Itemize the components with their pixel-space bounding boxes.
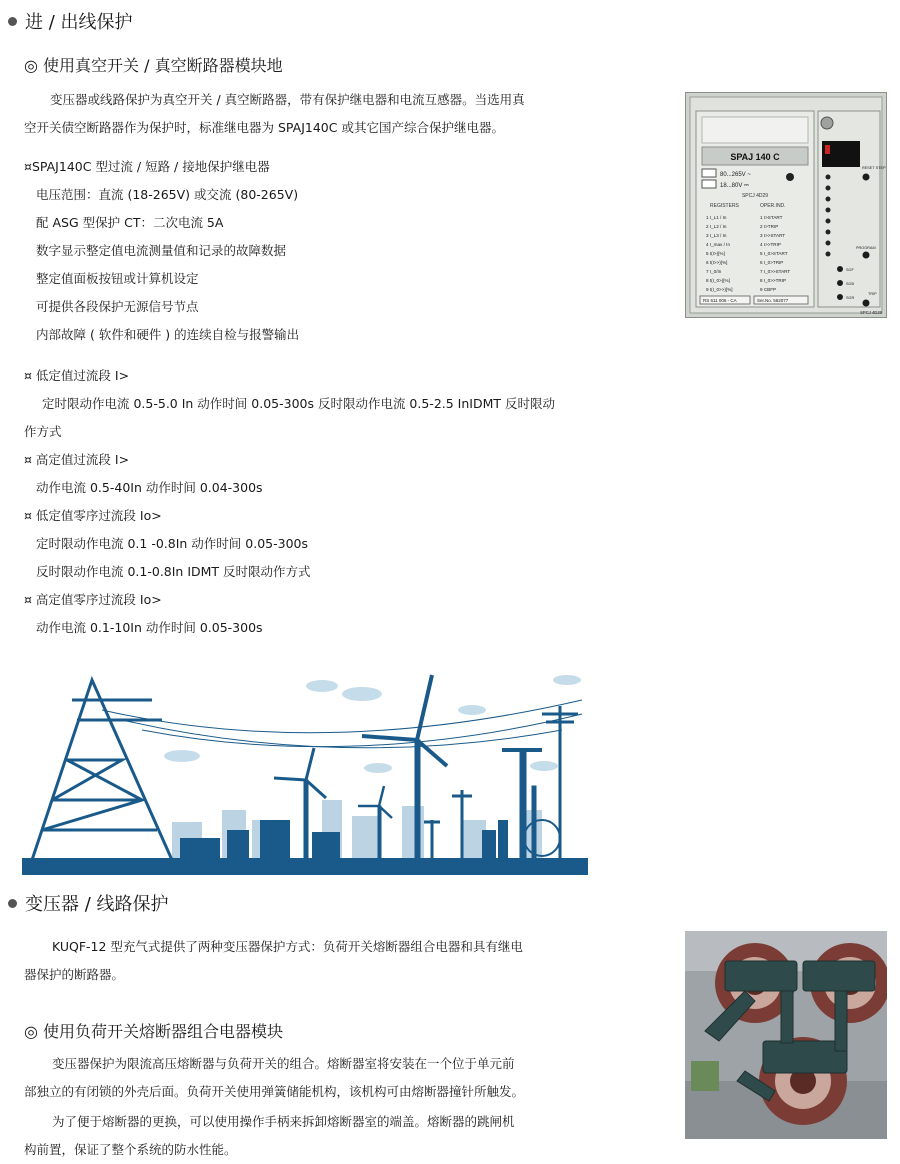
screw-icon xyxy=(821,117,833,129)
paragraph-line: 部独立的有闭锁的外壳后面。负荷开关使用弹簧储能机构，该机构可由熔断器撞针所触发。 xyxy=(24,1084,525,1099)
operind-item: 8 I_0>>TRIP xyxy=(760,278,787,283)
relay-serial: Ser.No. 562077 xyxy=(757,298,789,303)
bullet-dot-icon xyxy=(8,17,17,26)
stage-heading: ¤ 高定值过流段 I> xyxy=(24,452,130,467)
section-title: 变压器 / 线路保护 xyxy=(25,894,169,915)
operind-item: 3 I>>START xyxy=(760,233,786,238)
register-item: 8 t(I_0>)[%] xyxy=(706,278,730,283)
operind-item: 5 I_0>START xyxy=(760,251,788,256)
list-item: 整定值面板按钮或计算机设定 xyxy=(36,271,199,286)
fuse-paragraph-1 xyxy=(24,1050,590,1106)
relay-sgr-label: SGR xyxy=(846,296,855,300)
stage-detail: 定时限动作电流 0.5-5.0 In 动作时间 0.05-300s 反时限动作电流 0.5-2.5 InIDMT 反时限动 xyxy=(42,396,555,411)
section-heading-transformer xyxy=(8,890,169,916)
list-item: 可提供各段保护无源信号节点 xyxy=(36,299,199,314)
subsection-title-vacuum: ◎ 使用真空开关 / 真空断路器模块地 xyxy=(24,56,283,75)
relay-voltage-ac: 80...265V ~ xyxy=(720,172,751,178)
relay-photo xyxy=(685,92,887,318)
relay-footer-right: SPCJ 4D29 xyxy=(860,310,882,315)
operind-item: 7 I_0>>START xyxy=(760,269,791,274)
relay-operind-header: OPER.IND. xyxy=(760,203,786,209)
intro-line-1: KUQF-12 型充气式提供了两种变压器保护方式：负荷开关熔断器组合电器和具有继电 xyxy=(52,939,523,954)
register-item: 7 I_0/In xyxy=(706,269,722,274)
relay-panel-label: SPCJ 4D29 xyxy=(741,193,769,199)
list-item: 内部故障 ( 软件和硬件 ) 的连续自检与报警输出 xyxy=(36,327,300,342)
stage-detail: 动作电流 0.5-40In 动作时间 0.04-300s xyxy=(36,480,263,495)
list-item: 电压范围：直流 (18-265V) 或交流 (80-265V) xyxy=(36,187,299,202)
relay-sgf-label: SGF xyxy=(846,268,854,272)
stage-heading: ¤ 低定值零序过流段 Io> xyxy=(24,508,162,523)
relay-model-label: SPAJ 140 C xyxy=(730,152,780,162)
circuit-board xyxy=(691,1061,719,1091)
protection-stage-list xyxy=(24,362,555,642)
fuse-paragraph-2 xyxy=(24,1108,590,1164)
bullet-dot-icon xyxy=(8,899,17,908)
relay-reset-label: RESET STEP xyxy=(862,166,886,170)
relay-voltage-dc: 18...80V ⎓ xyxy=(720,183,749,189)
intro-line-1: 变压器或线路保护为真空开关 / 真空断路器，带有保护继电器和电流互感器。当选用真 xyxy=(50,92,525,107)
stage-detail: 动作电流 0.1-10In 动作时间 0.05-300s xyxy=(36,620,263,635)
relay-program-label: PROGRAM xyxy=(856,246,876,250)
operind-item: 2 I>TRIP xyxy=(760,224,779,229)
relay-power-led xyxy=(786,173,794,181)
list-item: 配 ASG 型保护 CT：二次电流 5A xyxy=(36,215,224,230)
operind-item: 6 I_0>TRIP xyxy=(760,260,784,265)
register-item: 5 t(I>)[%] xyxy=(706,251,725,256)
ground-strip xyxy=(22,858,588,875)
operind-item: 1 I>START xyxy=(760,215,783,220)
list-item: 数字显示整定值电流测量值和记录的故障数据 xyxy=(36,243,287,258)
stage-detail: 反时限动作电流 0.1-0.8In IDMT 反时限动作方式 xyxy=(36,564,311,579)
relay-footer-left: RS 611 006 - CA xyxy=(703,298,737,303)
paragraph-line: 变压器保护为限流高压熔断器与负荷开关的组合。熔断器室将安装在一个位于单元前 xyxy=(52,1056,515,1071)
relay-registers-header: REGISTERS xyxy=(710,203,739,209)
fuse-mechanism-photo xyxy=(685,931,887,1139)
relay-feature-list xyxy=(24,153,299,349)
power-grid-illustration xyxy=(22,670,588,875)
register-item: 2 I_L2 / In xyxy=(706,224,727,229)
relay-sgb-label: SGB xyxy=(846,282,855,286)
subsection-title-fuse: ◎ 使用负荷开关熔断器组合电器模块 xyxy=(24,1022,284,1041)
stage-detail: 作方式 xyxy=(24,424,62,439)
operind-item: 4 I>>TRIP xyxy=(760,242,781,247)
relay-trip-label: TRIP xyxy=(868,292,877,296)
intro-line-2: 空开关债空断路器作为保护时，标准继电器为 SPAJ140C 或其它国产综合保护继电器。 xyxy=(24,120,504,135)
register-item: 6 t(I>>)[%] xyxy=(706,260,728,265)
section-title: 进 / 出线保护 xyxy=(25,12,133,33)
operind-item: 9 CBFP xyxy=(760,287,777,292)
transformer-intro xyxy=(24,933,590,989)
paragraph-line: 为了便于熔断器的更换，可以使用操作手柄来拆卸熔断器室的端盖。熔断器的跳闸机 xyxy=(52,1114,515,1129)
stage-heading: ¤ 低定值过流段 I> xyxy=(24,368,130,383)
intro-line-2: 器保护的断路器。 xyxy=(24,967,125,982)
section-heading-incoming-outgoing xyxy=(8,8,133,34)
register-item: 3 I_L3 / In xyxy=(706,233,727,238)
intro-paragraph xyxy=(24,86,590,142)
stage-detail: 定时限动作电流 0.1 -0.8In 动作时间 0.05-300s xyxy=(36,536,308,551)
stage-heading: ¤ 高定值零序过流段 Io> xyxy=(24,592,162,607)
register-item: 1 I_L1 / In xyxy=(706,215,727,220)
paragraph-line: 构前置，保证了整个系统的防水性能。 xyxy=(24,1142,237,1157)
register-item: 9 t(I_0>>)[%] xyxy=(706,287,733,292)
register-item: 4 I_max / In xyxy=(706,242,731,247)
list-item: ¤SPAJ140C 型过流 / 短路 / 接地保护继电器 xyxy=(24,159,270,174)
